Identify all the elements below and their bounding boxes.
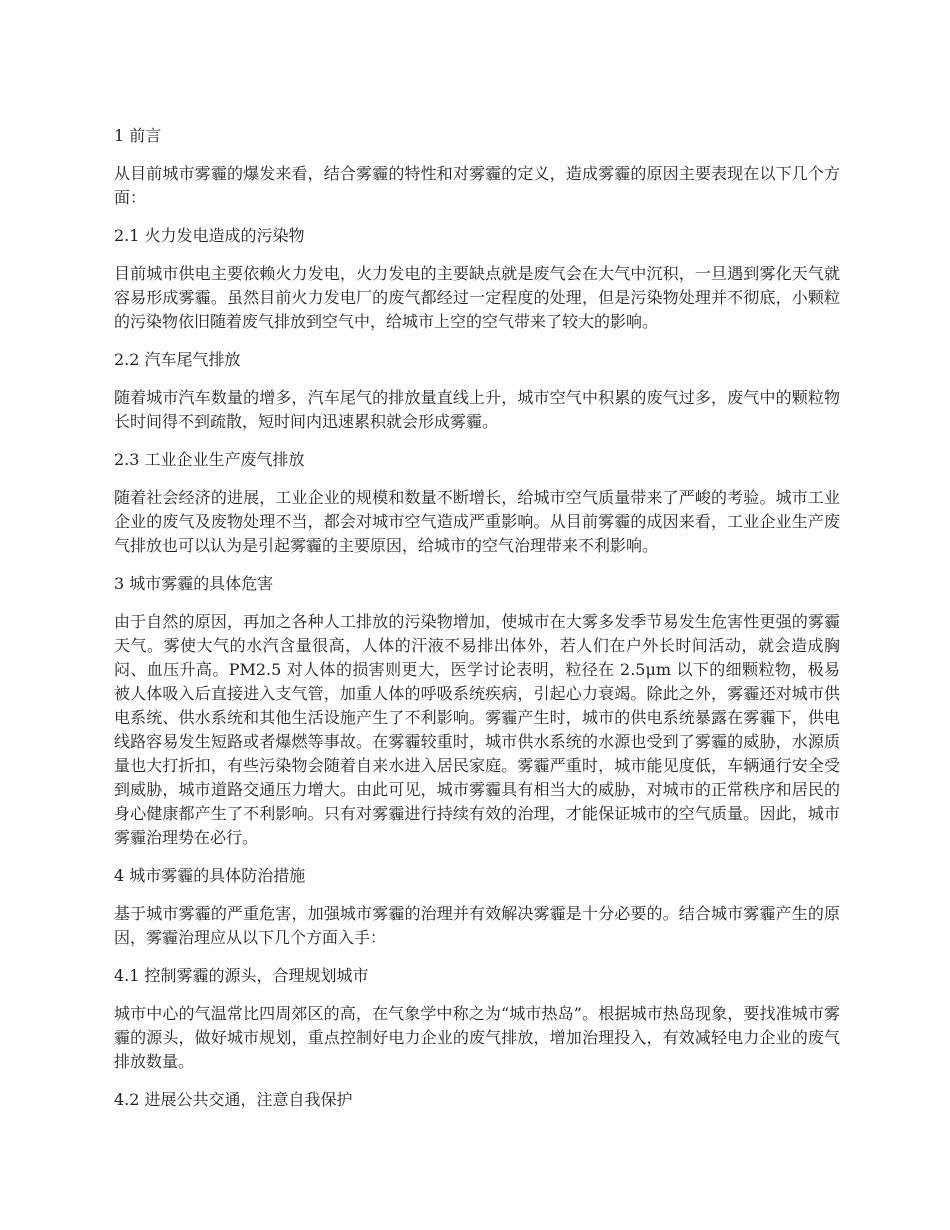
section-heading-2-1: 2.1 火力发电造成的污染物 (114, 226, 305, 245)
section-heading-4: 4 城市雾霾的具体防治措施 (114, 866, 306, 885)
section-heading-4-1: 4.1 控制雾霾的源头，合理规划城市 (114, 966, 369, 985)
paragraph-2-2: 随着城市汽车数量的增多，汽车尾气的排放量直线上升，城市空气中积累的废气过多，废气中的颗粒物长时间得不到疏散，短时间内迅速累积就会形成雾霾。 (114, 388, 840, 431)
section-heading-3: 3 城市雾霾的具体危害 (114, 574, 274, 593)
document-page (114, 124, 840, 1126)
section-heading-4-2: 4.2 进展公共交通，注意自我保护 (114, 1090, 353, 1109)
paragraph-4: 基于城市雾霾的严重危害，加强城市雾霾的治理并有效解决雾霾是十分必要的。结合城市雾霾产生的原因，雾霾治理应从以下几个方面入手： (114, 904, 840, 947)
paragraph-1: 从目前城市雾霾的爆发来看，结合雾霾的特性和对雾霾的定义，造成雾霾的原因主要表现在以下几个方面： (114, 164, 840, 207)
paragraph-2-3: 随着社会经济的进展，工业企业的规模和数量不断增长，给城市空气质量带来了严峻的考验。城市工业企业的废气及废物处理不当，都会对城市空气造成严重影响。从目前雾霾的成因来看，工业企业生产废气排放也可以认为是引起雾霾的主要原因，给城市的空气治理带来不利影响。 (114, 488, 840, 555)
paragraph-2-1: 目前城市供电主要依赖火力发电，火力发电的主要缺点就是废气会在大气中沉积，一旦遇到雾化天气就容易形成雾霾。虽然目前火力发电厂的废气都经过一定程度的处理，但是污染物处理并不彻底，小颗粒的污染物依旧随着废气排放到空气中，给城市上空的空气带来了较大的影响。 (114, 264, 840, 331)
paragraph-4-1: 城市中心的气温常比四周郊区的高，在气象学中称之为“城市热岛”。根据城市热岛现象，要找准城市雾霾的源头，做好城市规划，重点控制好电力企业的废气排放，增加治理投入，有效减轻电力企业的废气排放数量。 (114, 1004, 840, 1071)
section-heading-2-2: 2.2 汽车尾气排放 (114, 350, 241, 369)
section-heading-1: 1 前言 (114, 126, 162, 145)
section-heading-2-3: 2.3 工业企业生产废气排放 (114, 450, 305, 469)
paragraph-3: 由于自然的原因，再加之各种人工排放的污染物增加，使城市在大雾多发季节易发生危害性更强的雾霾天气。雾使大气的水汽含量很高，人体的汗液不易排出体外，若人们在户外长时间活动，就会造成胸闷、血压升高。PM2.5 对人体的损害则更大，医学讨论表明，粒径在 2.5μm 以下的细颗粒物，极易被人体吸入后直接进入支气管，加重人体的呼吸系统疾病，引起心力衰竭。除此之外，雾霾还对城市供电系统、供水系统和其他生活设施产生了不利影响。雾霾产生时，城市的供电系统暴露在雾霾下，供电线路容易发生短路或者爆燃等事故。在雾霾较重时，城市供水系统的水源也受到了雾霾的威胁，水源质量也大打折扣，有些污染物会随着自来水进入居民家庭。雾霾严重时，城市能见度低，车辆通行安全受到威胁，城市道路交通压力增大。由此可见，城市雾霾具有相当大的威胁，对城市的正常秩序和居民的身心健康都产生了不利影响。只有对雾霾进行持续有效的治理，才能保证城市的空气质量。因此，城市雾霾治理势在必行。 (114, 612, 840, 847)
